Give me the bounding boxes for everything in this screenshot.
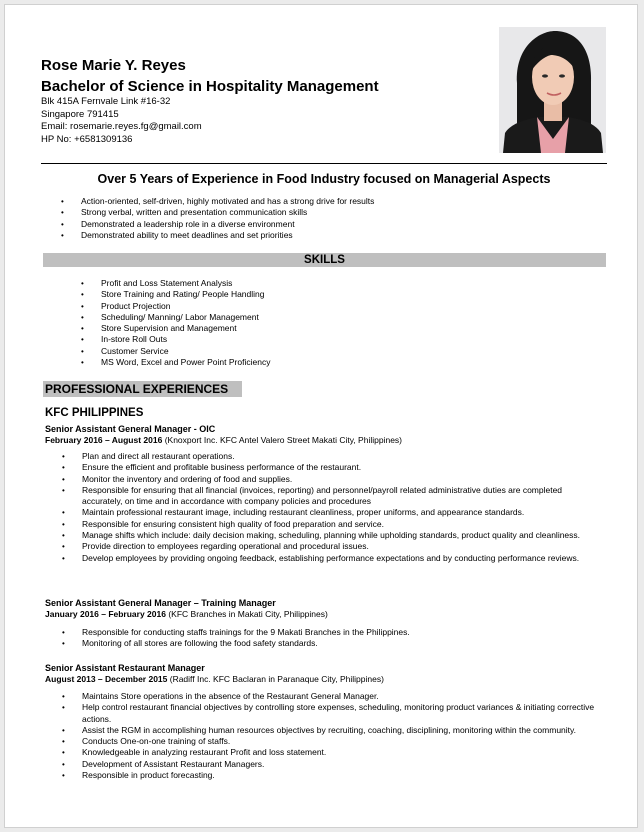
list-item: • Demonstrated ability to meet deadlines and set priorities bbox=[81, 230, 601, 241]
list-item: • Knowledgeable in analyzing restaurant Profit and loss statement. bbox=[82, 747, 602, 758]
list-item: • Store Supervision and Management bbox=[101, 323, 581, 334]
list-item: • Maintain professional restaurant image, including restaurant cleanliness, proper uniforms, and appearance standards. bbox=[82, 507, 602, 518]
list-item: • Monitoring of all stores are following the food safety standards. bbox=[82, 638, 602, 649]
job-dates: August 2013 – December 2015 bbox=[45, 674, 168, 684]
job-duties-list bbox=[82, 627, 602, 650]
list-item: • Action-oriented, self-driven, highly motivated and has a strong drive for results bbox=[81, 196, 601, 207]
address-line-2: Singapore 791415 bbox=[41, 108, 119, 120]
list-item: • Conducts One-on-one training of staffs. bbox=[82, 736, 602, 747]
candidate-name: Rose Marie Y. Reyes bbox=[41, 57, 186, 74]
list-item: • Responsible in product forecasting. bbox=[82, 770, 602, 781]
job-duties-list bbox=[82, 691, 602, 781]
list-item: • Plan and direct all restaurant operations. bbox=[82, 451, 602, 462]
job-title: Senior Assistant General Manager - OIC bbox=[45, 424, 216, 434]
profile-photo bbox=[499, 27, 606, 153]
job-place: (KFC Branches in Makati City, Philippines) bbox=[165, 609, 328, 619]
experience-heading: PROFESSIONAL EXPERIENCES bbox=[43, 381, 242, 397]
job-dates: January 2016 – February 2016 bbox=[45, 609, 166, 619]
list-item: • Demonstrated a leadership role in a diverse environment bbox=[81, 219, 601, 230]
list-item: • Strong verbal, written and presentation communication skills bbox=[81, 207, 601, 218]
list-item: • Monitor the inventory and ordering of food and supplies. bbox=[82, 474, 602, 485]
list-item: • Develop employees by providing ongoing feedback, establishing performance expectations and by conducting performance reviews. bbox=[82, 553, 602, 564]
job-place: (Radiff Inc. KFC Baclaran in Paranaque City, Philippines) bbox=[167, 674, 384, 684]
skills-heading: SKILLS bbox=[43, 253, 606, 267]
list-item: • Customer Service bbox=[101, 346, 581, 357]
list-item: • In-store Roll Outs bbox=[101, 334, 581, 345]
job-dates: February 2016 – August 2016 bbox=[45, 435, 163, 445]
list-item: • Development of Assistant Restaurant Managers. bbox=[82, 759, 602, 770]
contact-block bbox=[41, 96, 202, 146]
job-title: Senior Assistant General Manager – Training Manager bbox=[45, 598, 276, 608]
address-line-1: Blk 415A Fernvale Link #16-32 bbox=[41, 96, 171, 107]
job-place: (Knoxport Inc. KFC Antel Valero Street Makati City, Philippines) bbox=[162, 435, 403, 445]
list-item: • Provide direction to employees regarding operational and procedural issues. bbox=[82, 541, 602, 552]
list-item: • Responsible for conducting staffs trainings for the 9 Makati Branches in the Philippines. bbox=[82, 627, 602, 638]
resume-page bbox=[4, 4, 638, 828]
email-line: Email: rosemarie.reyes.fg@gmail.com bbox=[41, 121, 202, 132]
list-item: • Ensure the efficient and profitable business performance of the restaurant. bbox=[82, 462, 602, 473]
phone-line: HP No: +6581309136 bbox=[41, 133, 133, 145]
list-item: • Help control restaurant financial objectives by controlling store expenses, scheduling, monitoring product variances & initiating corrective actions. bbox=[82, 702, 602, 725]
list-item: • Profit and Loss Statement Analysis bbox=[101, 278, 581, 289]
job-meta bbox=[45, 674, 384, 684]
company-name: KFC PHILIPPINES bbox=[45, 407, 144, 419]
list-item: • Scheduling/ Manning/ Labor Management bbox=[101, 312, 581, 323]
job-meta bbox=[45, 609, 328, 619]
list-item: • Responsible for ensuring consistent high quality of food preparation and service. bbox=[82, 519, 602, 530]
list-item: • Product Projection bbox=[101, 301, 581, 312]
list-item: • Maintains Store operations in the absence of the Restaurant General Manager. bbox=[82, 691, 602, 702]
list-item: • Store Training and Rating/ People Handling bbox=[101, 289, 581, 300]
job-meta bbox=[45, 435, 402, 445]
header-divider bbox=[41, 163, 607, 164]
profile-photo-graphic bbox=[499, 27, 606, 153]
list-item: • Responsible for ensuring that all financial (invoices, reporting) and personnel/payroll related administrative duties are completed accurately, on time and in accordance with company policies and procedures bbox=[82, 485, 602, 508]
list-item: • Manage shifts which include: daily decision making, scheduling, planning while upholding standards, product quality and cleanliness. bbox=[82, 530, 602, 541]
summary-list bbox=[81, 196, 601, 241]
list-item: • MS Word, Excel and Power Point Proficiency bbox=[101, 357, 581, 368]
list-item: • Assist the RGM in accomplishing human resources objectives by recruiting, coaching, disciplining, monitoring within the community. bbox=[82, 725, 602, 736]
summary-title: Over 5 Years of Experience in Food Industry focused on Managerial Aspects bbox=[97, 172, 551, 186]
job-title: Senior Assistant Restaurant Manager bbox=[45, 663, 205, 673]
candidate-degree: Bachelor of Science in Hospitality Management bbox=[41, 78, 379, 95]
job-duties-list bbox=[82, 451, 602, 564]
skills-list bbox=[101, 278, 581, 368]
